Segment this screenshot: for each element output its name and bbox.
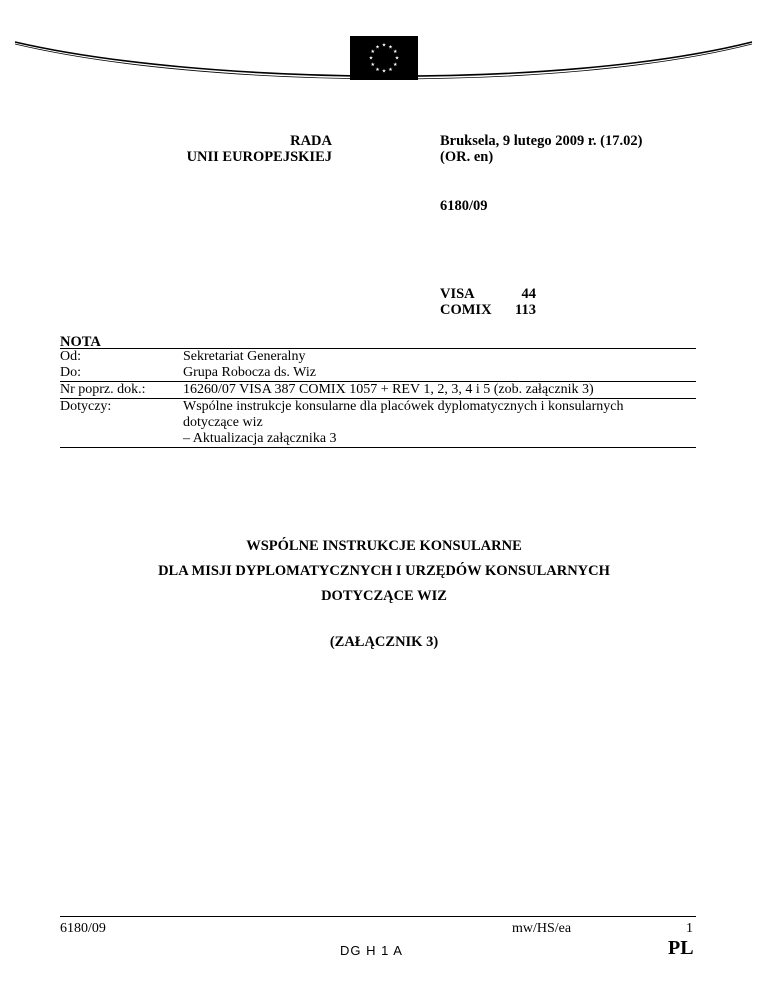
footer-initials: mw/HS/ea bbox=[512, 921, 572, 936]
footer-divider bbox=[60, 916, 696, 917]
council-line-1: RADA bbox=[290, 133, 332, 149]
meta-label: Dotyczy: bbox=[60, 399, 112, 414]
flag-star: ★ bbox=[393, 63, 398, 69]
meta-label: Od: bbox=[60, 349, 81, 364]
footer-dg-code: DG H 1 A bbox=[340, 943, 403, 958]
meta-row-prev-doc bbox=[60, 381, 696, 399]
document-number: 6180/09 bbox=[440, 198, 488, 214]
flag-star: ★ bbox=[388, 67, 393, 73]
flag-star: ★ bbox=[388, 45, 393, 51]
original-language: (OR. en) bbox=[440, 149, 494, 165]
meta-row-from bbox=[60, 349, 696, 365]
flag-star: ★ bbox=[381, 69, 387, 75]
meta-value: Grupa Robocza ds. Wiz bbox=[183, 365, 316, 380]
place-date: Bruksela, 9 lutego 2009 r. (17.02) bbox=[440, 133, 643, 149]
meta-row-to bbox=[60, 365, 696, 381]
note-title: NOTA bbox=[60, 334, 101, 350]
flag-star: ★ bbox=[393, 50, 398, 56]
council-line-2: UNII EUROPEJSKIEJ bbox=[186, 149, 332, 165]
flag-star: ★ bbox=[375, 67, 380, 73]
code-row bbox=[440, 302, 536, 318]
subject-line: – Aktualizacja załącznika 3 bbox=[183, 431, 337, 446]
code-value: 44 bbox=[521, 286, 536, 302]
flag-star: ★ bbox=[368, 56, 374, 62]
subject-line: Wspólne instrukcje konsularne dla placówek dyplomatycznych i konsularnych bbox=[183, 399, 624, 414]
place-date-block bbox=[440, 133, 642, 165]
meta-label: Nr poprz. dok.: bbox=[60, 382, 146, 397]
heading-line-3: DOTYCZĄCE WIZ bbox=[321, 588, 447, 604]
meta-value: Sekretariat Generalny bbox=[183, 349, 306, 364]
meta-label: Do: bbox=[60, 365, 81, 380]
heading-line-2: DLA MISJI DYPLOMATYCZNYCH I URZĘDÓW KONSULARNYCH bbox=[158, 563, 610, 579]
subject-line: dotyczące wiz bbox=[183, 415, 263, 430]
flag-star: ★ bbox=[394, 56, 400, 62]
code-row bbox=[440, 286, 536, 302]
code-label: VISA bbox=[440, 286, 475, 302]
footer-page-number: 1 bbox=[686, 921, 693, 936]
flag-star: ★ bbox=[375, 45, 380, 51]
code-value: 113 bbox=[515, 302, 536, 318]
footer-language: PL bbox=[668, 937, 694, 959]
annex-label: (ZAŁĄCZNIK 3) bbox=[329, 634, 439, 650]
footer-doc-number: 6180/09 bbox=[60, 921, 106, 936]
eu-flag-logo bbox=[350, 36, 418, 80]
meta-value: 16260/07 VISA 387 COMIX 1057 + REV 1, 2, 3, 4 i 5 (zob. załącznik 3) bbox=[183, 382, 594, 397]
note-metadata bbox=[60, 349, 696, 448]
heading-line-1: WSPÓLNE INSTRUKCJE KONSULARNE bbox=[246, 538, 522, 554]
flag-star: ★ bbox=[370, 50, 375, 56]
code-label: COMIX bbox=[440, 302, 492, 318]
council-name bbox=[160, 133, 332, 165]
flag-star: ★ bbox=[381, 43, 387, 49]
flag-star: ★ bbox=[370, 63, 375, 69]
classification-codes bbox=[440, 286, 536, 318]
meta-value bbox=[183, 399, 696, 447]
meta-row-subject bbox=[60, 399, 696, 448]
